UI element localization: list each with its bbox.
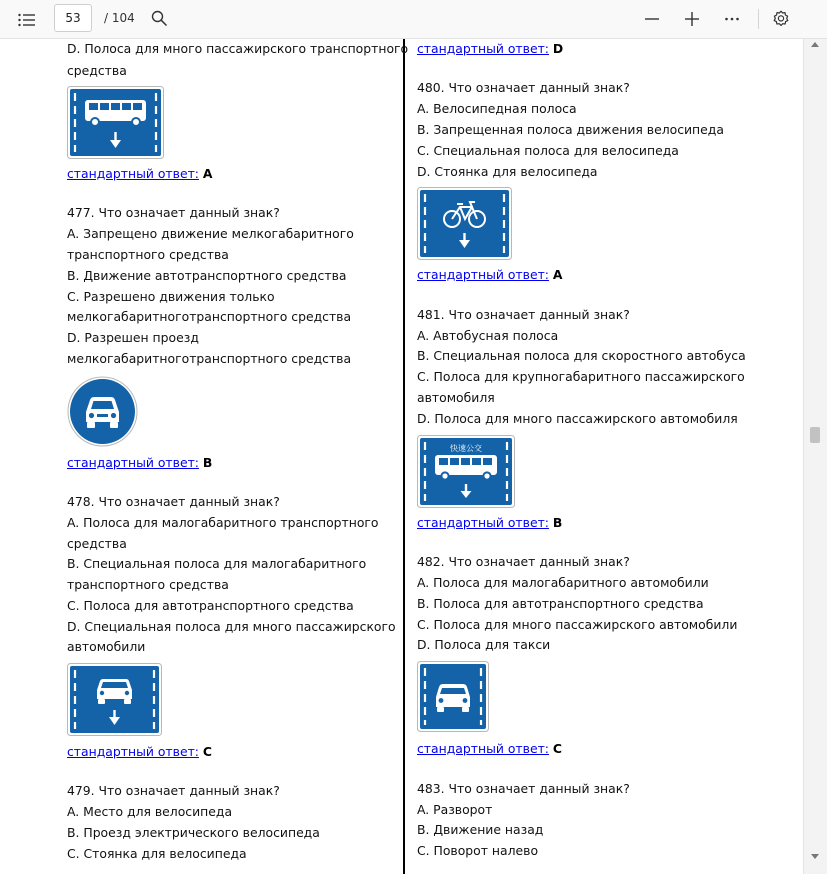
document-page: [0, 39, 803, 874]
q478-option-c: C. Полоса для автотранспортного средства: [67, 598, 354, 613]
q478-option-d-line1: D. Специальная полоса для много пассажирского: [67, 619, 396, 634]
q483-option-b: B. Движение назад: [417, 822, 544, 837]
q482-option-d: D. Полоса для такси: [417, 637, 551, 652]
q482-option-b: B. Полоса для автотранспортного средства: [417, 596, 704, 611]
standard-answer-link[interactable]: стандартный ответ:: [417, 41, 549, 56]
q480-title: 480. Что означает данный знак?: [417, 80, 630, 95]
q480-option-c: C. Специальная полоса для велосипеда: [417, 143, 679, 158]
bicycle-lane-sign-icon: [417, 187, 512, 260]
q476-option-d-line2: средства: [67, 63, 127, 78]
standard-answer-link[interactable]: стандартный ответ:: [67, 744, 199, 759]
q478-option-b-line2: транспортного средства: [67, 577, 229, 592]
q477-title: 477. Что означает данный знак?: [67, 205, 280, 220]
q477-answer: стандартный ответ: B: [67, 455, 213, 470]
q482-title: 482. Что означает данный знак?: [417, 554, 630, 569]
q481-option-b: B. Специальная полоса для скоростного автобуса: [417, 348, 746, 363]
q481-option-a: A. Автобусная полоса: [417, 328, 559, 343]
standard-answer-link[interactable]: стандартный ответ:: [417, 267, 549, 282]
page-total: / 104: [104, 11, 135, 25]
standard-answer-link[interactable]: стандартный ответ:: [67, 166, 199, 181]
q482-option-a: A. Полоса для малогабаритного автомобили: [417, 575, 709, 590]
q481-option-c-line1: C. Полоса для крупногабаритного пассажирского: [417, 369, 745, 384]
q477-option-b: B. Движение автотранспортного средства: [67, 268, 347, 283]
contents-icon[interactable]: [18, 12, 36, 31]
toolbar-separator: [758, 9, 759, 29]
q478-answer: стандартный ответ: C: [67, 744, 213, 759]
vertical-scrollbar[interactable]: [803, 39, 827, 874]
q478-option-d-line2: автомобили: [67, 639, 146, 654]
q481-answer: стандартный ответ: B: [417, 515, 563, 530]
q477-option-c-line2: мелкогабаритноготранспортного средства: [67, 309, 352, 324]
q479-title: 479. Что означает данный знак?: [67, 783, 280, 798]
q479-option-b: B. Проезд электрического велосипеда: [67, 825, 320, 840]
page-number-input[interactable]: [54, 4, 92, 32]
q481-title: 481. Что означает данный знак?: [417, 307, 630, 322]
q477-option-c-line1: C. Разрешено движения только: [67, 289, 275, 304]
small-car-lane-sign-icon: [417, 661, 489, 732]
q476-option-d-line1: D. Полоса для много пассажирского транспортного: [67, 41, 409, 56]
q479-option-c: C. Стоянка для велосипеда: [67, 846, 247, 861]
q478-option-b-line1: B. Специальная полоса для малогабаритного: [67, 556, 367, 571]
q479-answer: стандартный ответ: D: [417, 41, 564, 56]
scroll-thumb[interactable]: [810, 427, 820, 443]
q480-answer: стандартный ответ: A: [417, 267, 563, 282]
q478-option-a-line2: средства: [67, 536, 127, 551]
small-vehicle-sign-icon: [67, 376, 138, 447]
standard-answer-link[interactable]: стандартный ответ:: [67, 455, 199, 470]
bus-lane-sign-icon: [67, 86, 164, 159]
q478-option-a-line1: A. Полоса для малогабаритного транспортного: [67, 515, 379, 530]
small-vehicle-lane-sign-icon: [67, 663, 162, 736]
zoom-out-icon[interactable]: [644, 11, 660, 31]
q483-title: 483. Что означает данный знак?: [417, 781, 630, 796]
q482-option-c: C. Полоса для много пассажирского автомобили: [417, 617, 738, 632]
scroll-up-icon[interactable]: [811, 42, 819, 47]
q482-answer: стандартный ответ: C: [417, 741, 563, 756]
q477-option-d-line1: D. Разрешен проезд: [67, 330, 199, 345]
q478-title: 478. Что означает данный знак?: [67, 494, 280, 509]
search-icon[interactable]: [151, 10, 168, 31]
pdf-toolbar: [0, 0, 827, 39]
column-divider: [403, 39, 405, 874]
q480-option-d: D. Стоянка для велосипеда: [417, 164, 598, 179]
q479-option-a: A. Место для велосипеда: [67, 804, 233, 819]
standard-answer-link[interactable]: стандартный ответ:: [417, 741, 549, 756]
q476-answer: стандартный ответ: A: [67, 166, 213, 181]
scroll-down-icon[interactable]: [811, 854, 819, 859]
settings-icon[interactable]: [772, 10, 790, 32]
q480-option-a: A. Велосипедная полоса: [417, 101, 577, 116]
more-icon[interactable]: [724, 11, 740, 31]
express-bus-lane-sign-icon: [417, 435, 515, 508]
zoom-in-icon[interactable]: [684, 11, 700, 31]
q481-option-c-line2: автомобиля: [417, 390, 495, 405]
q477-option-a-line2: транспортного средства: [67, 247, 229, 262]
q483-option-c: C. Поворот налево: [417, 843, 539, 858]
q483-option-a: A. Разворот: [417, 802, 493, 817]
standard-answer-link[interactable]: стандартный ответ:: [417, 515, 549, 530]
page-number-value: 53: [65, 11, 81, 25]
q480-option-b: B. Запрещенная полоса движения велосипеда: [417, 122, 724, 137]
q481-option-d: D. Полоса для много пассажирского автомобиля: [417, 411, 738, 426]
q477-option-d-line2: мелкогабаритноготранспортного средства: [67, 351, 352, 366]
q477-option-a-line1: A. Запрещено движение мелкогабаритного: [67, 226, 354, 241]
express-bus-sign-text: 快速公交: [450, 444, 482, 453]
